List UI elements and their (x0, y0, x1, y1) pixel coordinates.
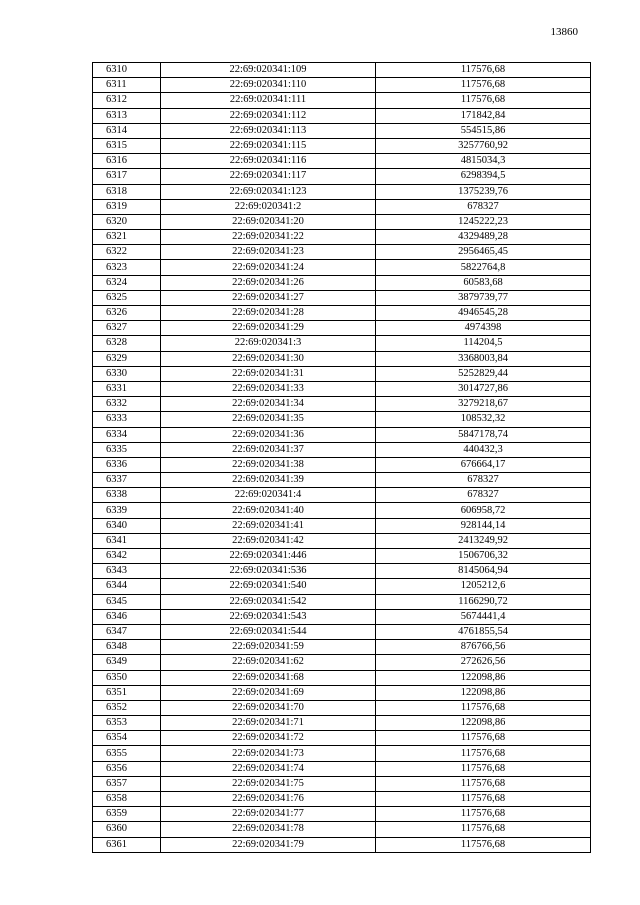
page-number: 13860 (550, 26, 578, 38)
cadastral-value-cell: 122098,86 (376, 716, 591, 731)
cadastral-number-cell: 22:69:020341:22 (161, 230, 376, 245)
cadastral-value-cell: 3368003,84 (376, 351, 591, 366)
cadastral-number-cell: 22:69:020341:75 (161, 776, 376, 791)
table-row (93, 397, 591, 412)
cadastral-number-cell: 22:69:020341:115 (161, 138, 376, 153)
cadastral-number-cell: 22:69:020341:446 (161, 549, 376, 564)
row-number-cell: 6317 (93, 169, 161, 184)
table-row (93, 260, 591, 275)
row-number-cell: 6344 (93, 579, 161, 594)
table-row (93, 776, 591, 791)
cadastral-number-cell: 22:69:020341:35 (161, 412, 376, 427)
table-row (93, 63, 591, 78)
row-number-cell: 6318 (93, 184, 161, 199)
row-number-cell: 6331 (93, 381, 161, 396)
table-row (93, 381, 591, 396)
table-row (93, 594, 591, 609)
table-row (93, 154, 591, 169)
cadastral-value-cell: 272626,56 (376, 655, 591, 670)
cadastral-value-cell: 5822764,8 (376, 260, 591, 275)
table-row (93, 184, 591, 199)
row-number-cell: 6343 (93, 564, 161, 579)
table-row (93, 138, 591, 153)
table-row (93, 214, 591, 229)
row-number-cell: 6324 (93, 275, 161, 290)
table-row (93, 700, 591, 715)
row-number-cell: 6332 (93, 397, 161, 412)
cadastral-value-cell: 122098,86 (376, 670, 591, 685)
cadastral-number-cell: 22:69:020341:79 (161, 837, 376, 852)
cadastral-value-cell: 5674441,4 (376, 609, 591, 624)
cadastral-number-cell: 22:69:020341:76 (161, 792, 376, 807)
cadastral-value-cell: 8145064,94 (376, 564, 591, 579)
cadastral-value-cell: 4974398 (376, 321, 591, 336)
row-number-cell: 6357 (93, 776, 161, 791)
table-row (93, 685, 591, 700)
cadastral-value-cell: 2413249,92 (376, 533, 591, 548)
cadastral-value-cell: 117576,68 (376, 700, 591, 715)
row-number-cell: 6356 (93, 761, 161, 776)
cadastral-value-cell: 171842,84 (376, 108, 591, 123)
cadastral-number-cell: 22:69:020341:26 (161, 275, 376, 290)
row-number-cell: 6347 (93, 624, 161, 639)
table-row (93, 427, 591, 442)
row-number-cell: 6355 (93, 746, 161, 761)
row-number-cell: 6314 (93, 123, 161, 138)
cadastral-number-cell: 22:69:020341:72 (161, 731, 376, 746)
cadastral-value-cell: 1166290,72 (376, 594, 591, 609)
cadastral-number-cell: 22:69:020341:33 (161, 381, 376, 396)
cadastral-value-cell: 1375239,76 (376, 184, 591, 199)
table-row (93, 761, 591, 776)
row-number-cell: 6334 (93, 427, 161, 442)
cadastral-number-cell: 22:69:020341:109 (161, 63, 376, 78)
cadastral-value-cell: 676664,17 (376, 457, 591, 472)
cadastral-number-cell: 22:69:020341:40 (161, 503, 376, 518)
cadastral-value-cell: 678327 (376, 199, 591, 214)
row-number-cell: 6342 (93, 549, 161, 564)
table-row (93, 549, 591, 564)
row-number-cell: 6310 (93, 63, 161, 78)
row-number-cell: 6312 (93, 93, 161, 108)
cadastral-value-cell: 4329489,28 (376, 230, 591, 245)
cadastral-value-cell: 117576,68 (376, 837, 591, 852)
row-number-cell: 6329 (93, 351, 161, 366)
cadastral-value-cell: 1506706,32 (376, 549, 591, 564)
cadastral-number-cell: 22:69:020341:41 (161, 518, 376, 533)
cadastral-number-cell: 22:69:020341:544 (161, 624, 376, 639)
row-number-cell: 6315 (93, 138, 161, 153)
table-row (93, 792, 591, 807)
table-row (93, 275, 591, 290)
table-row (93, 457, 591, 472)
cadastral-number-cell: 22:69:020341:24 (161, 260, 376, 275)
table-row (93, 169, 591, 184)
cadastral-value-cell: 117576,68 (376, 776, 591, 791)
row-number-cell: 6322 (93, 245, 161, 260)
row-number-cell: 6330 (93, 366, 161, 381)
cadastral-number-cell: 22:69:020341:123 (161, 184, 376, 199)
row-number-cell: 6319 (93, 199, 161, 214)
row-number-cell: 6323 (93, 260, 161, 275)
cadastral-number-cell: 22:69:020341:69 (161, 685, 376, 700)
table-row (93, 78, 591, 93)
cadastral-value-cell: 117576,68 (376, 822, 591, 837)
table-row (93, 503, 591, 518)
cadastral-number-cell: 22:69:020341:59 (161, 640, 376, 655)
row-number-cell: 6326 (93, 306, 161, 321)
cadastral-value-cell: 1245222,23 (376, 214, 591, 229)
table-row (93, 199, 591, 214)
row-number-cell: 6313 (93, 108, 161, 123)
table-row (93, 442, 591, 457)
cadastral-number-cell: 22:69:020341:29 (161, 321, 376, 336)
cadastral-number-cell: 22:69:020341:62 (161, 655, 376, 670)
table-row (93, 670, 591, 685)
cadastral-value-cell: 114204,5 (376, 336, 591, 351)
table-row (93, 351, 591, 366)
row-number-cell: 6336 (93, 457, 161, 472)
cadastral-value-cell: 108532,32 (376, 412, 591, 427)
table-row (93, 108, 591, 123)
table-row (93, 533, 591, 548)
cadastral-value-cell: 122098,86 (376, 685, 591, 700)
table-row (93, 731, 591, 746)
table-row (93, 230, 591, 245)
cadastral-value-cell: 5252829,44 (376, 366, 591, 381)
row-number-cell: 6354 (93, 731, 161, 746)
row-number-cell: 6316 (93, 154, 161, 169)
row-number-cell: 6361 (93, 837, 161, 852)
cadastral-value-table (92, 62, 591, 853)
row-number-cell: 6320 (93, 214, 161, 229)
row-number-cell: 6321 (93, 230, 161, 245)
table-row (93, 807, 591, 822)
cadastral-value-cell: 6298394,5 (376, 169, 591, 184)
cadastral-value-cell: 117576,68 (376, 746, 591, 761)
cadastral-number-cell: 22:69:020341:73 (161, 746, 376, 761)
cadastral-value-cell: 4761855,54 (376, 624, 591, 639)
cadastral-number-cell: 22:69:020341:3 (161, 336, 376, 351)
table-row (93, 412, 591, 427)
row-number-cell: 6345 (93, 594, 161, 609)
cadastral-value-cell: 117576,68 (376, 792, 591, 807)
cadastral-number-cell: 22:69:020341:23 (161, 245, 376, 260)
table-row (93, 822, 591, 837)
cadastral-number-cell: 22:69:020341:31 (161, 366, 376, 381)
table-row (93, 366, 591, 381)
cadastral-value-cell: 554515,86 (376, 123, 591, 138)
cadastral-number-cell: 22:69:020341:78 (161, 822, 376, 837)
cadastral-number-cell: 22:69:020341:68 (161, 670, 376, 685)
row-number-cell: 6350 (93, 670, 161, 685)
table-row (93, 290, 591, 305)
cadastral-number-cell: 22:69:020341:20 (161, 214, 376, 229)
cadastral-number-cell: 22:69:020341:536 (161, 564, 376, 579)
table-row (93, 245, 591, 260)
row-number-cell: 6327 (93, 321, 161, 336)
cadastral-number-cell: 22:69:020341:112 (161, 108, 376, 123)
cadastral-value-cell: 678327 (376, 473, 591, 488)
cadastral-number-cell: 22:69:020341:42 (161, 533, 376, 548)
row-number-cell: 6339 (93, 503, 161, 518)
cadastral-value-cell: 3257760,92 (376, 138, 591, 153)
cadastral-number-cell: 22:69:020341:543 (161, 609, 376, 624)
table-row (93, 624, 591, 639)
table-row (93, 306, 591, 321)
cadastral-value-cell: 678327 (376, 488, 591, 503)
cadastral-value-cell: 117576,68 (376, 63, 591, 78)
cadastral-table-container (92, 62, 577, 853)
table-row (93, 321, 591, 336)
cadastral-value-cell: 117576,68 (376, 93, 591, 108)
row-number-cell: 6346 (93, 609, 161, 624)
table-row (93, 716, 591, 731)
cadastral-number-cell: 22:69:020341:117 (161, 169, 376, 184)
cadastral-number-cell: 22:69:020341:27 (161, 290, 376, 305)
cadastral-value-cell: 117576,68 (376, 807, 591, 822)
row-number-cell: 6338 (93, 488, 161, 503)
row-number-cell: 6337 (93, 473, 161, 488)
cadastral-value-cell: 440432,3 (376, 442, 591, 457)
cadastral-number-cell: 22:69:020341:542 (161, 594, 376, 609)
table-row (93, 579, 591, 594)
cadastral-number-cell: 22:69:020341:113 (161, 123, 376, 138)
row-number-cell: 6335 (93, 442, 161, 457)
cadastral-number-cell: 22:69:020341:70 (161, 700, 376, 715)
cadastral-number-cell: 22:69:020341:38 (161, 457, 376, 472)
row-number-cell: 6311 (93, 78, 161, 93)
row-number-cell: 6341 (93, 533, 161, 548)
cadastral-number-cell: 22:69:020341:74 (161, 761, 376, 776)
table-row (93, 609, 591, 624)
row-number-cell: 6328 (93, 336, 161, 351)
cadastral-number-cell: 22:69:020341:36 (161, 427, 376, 442)
row-number-cell: 6352 (93, 700, 161, 715)
row-number-cell: 6333 (93, 412, 161, 427)
row-number-cell: 6359 (93, 807, 161, 822)
row-number-cell: 6349 (93, 655, 161, 670)
cadastral-number-cell: 22:69:020341:540 (161, 579, 376, 594)
row-number-cell: 6325 (93, 290, 161, 305)
cadastral-number-cell: 22:69:020341:2 (161, 199, 376, 214)
table-row (93, 655, 591, 670)
cadastral-value-cell: 3879739,77 (376, 290, 591, 305)
row-number-cell: 6348 (93, 640, 161, 655)
cadastral-value-cell: 2956465,45 (376, 245, 591, 260)
cadastral-value-cell: 117576,68 (376, 761, 591, 776)
cadastral-value-cell: 117576,68 (376, 78, 591, 93)
table-row (93, 488, 591, 503)
row-number-cell: 6360 (93, 822, 161, 837)
row-number-cell: 6351 (93, 685, 161, 700)
table-row (93, 746, 591, 761)
row-number-cell: 6358 (93, 792, 161, 807)
cadastral-value-cell: 606958,72 (376, 503, 591, 518)
table-row (93, 564, 591, 579)
cadastral-number-cell: 22:69:020341:4 (161, 488, 376, 503)
table-row (93, 837, 591, 852)
row-number-cell: 6353 (93, 716, 161, 731)
cadastral-number-cell: 22:69:020341:111 (161, 93, 376, 108)
cadastral-value-cell: 4815034,3 (376, 154, 591, 169)
cadastral-number-cell: 22:69:020341:37 (161, 442, 376, 457)
cadastral-value-cell: 928144,14 (376, 518, 591, 533)
cadastral-value-cell: 5847178,74 (376, 427, 591, 442)
table-row (93, 473, 591, 488)
cadastral-number-cell: 22:69:020341:30 (161, 351, 376, 366)
cadastral-value-cell: 1205212,6 (376, 579, 591, 594)
cadastral-number-cell: 22:69:020341:71 (161, 716, 376, 731)
cadastral-value-cell: 60583,68 (376, 275, 591, 290)
cadastral-number-cell: 22:69:020341:28 (161, 306, 376, 321)
cadastral-number-cell: 22:69:020341:110 (161, 78, 376, 93)
cadastral-value-cell: 876766,56 (376, 640, 591, 655)
table-row (93, 640, 591, 655)
cadastral-value-cell: 117576,68 (376, 731, 591, 746)
table-row (93, 336, 591, 351)
table-row (93, 123, 591, 138)
cadastral-value-cell: 3279218,67 (376, 397, 591, 412)
cadastral-value-cell: 3014727,86 (376, 381, 591, 396)
row-number-cell: 6340 (93, 518, 161, 533)
cadastral-value-cell: 4946545,28 (376, 306, 591, 321)
table-row (93, 518, 591, 533)
cadastral-number-cell: 22:69:020341:39 (161, 473, 376, 488)
cadastral-number-cell: 22:69:020341:116 (161, 154, 376, 169)
cadastral-number-cell: 22:69:020341:77 (161, 807, 376, 822)
table-row (93, 93, 591, 108)
table-body (93, 63, 591, 853)
cadastral-number-cell: 22:69:020341:34 (161, 397, 376, 412)
